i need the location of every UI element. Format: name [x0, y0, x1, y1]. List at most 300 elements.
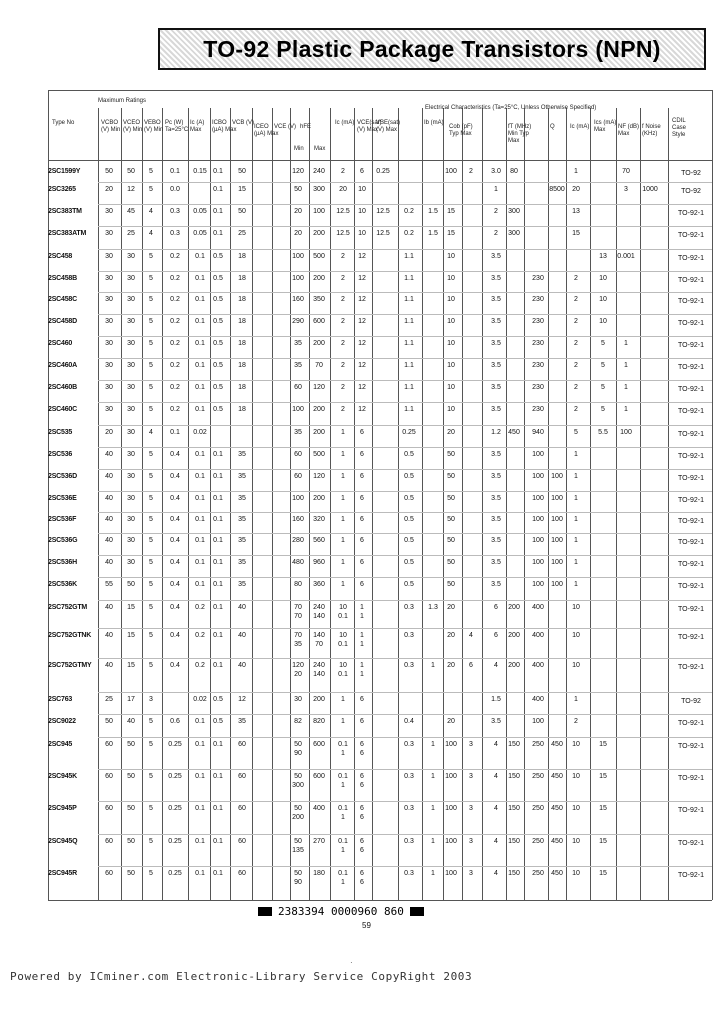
row-value: 100: [532, 537, 544, 544]
row-value: 20: [447, 604, 455, 611]
row-value: 600: [313, 318, 325, 325]
row-type: 2SC763: [48, 696, 73, 703]
row-value: 1: [360, 641, 364, 648]
row-value: 35: [238, 581, 246, 588]
row-value: 450: [508, 429, 520, 436]
row-value: 20: [294, 230, 302, 237]
row-value: 0.1: [213, 741, 223, 748]
row-value: 1: [574, 473, 578, 480]
row-value: 10: [447, 318, 455, 325]
row-value: 3.5: [491, 253, 501, 260]
row-value: 200: [313, 406, 325, 413]
row-type: 2SC536G: [48, 537, 78, 544]
row-value: 0.1: [195, 805, 205, 812]
row-type: 2SC945P: [48, 805, 77, 812]
row-value: 6: [360, 581, 364, 588]
row-value: 6: [360, 537, 364, 544]
row-value: 5: [149, 537, 153, 544]
row-value: 12: [358, 318, 366, 325]
row-value: 0.4: [170, 495, 180, 502]
row-value: 230: [532, 384, 544, 391]
row-value: 3.5: [491, 275, 501, 282]
row-value: 120: [292, 662, 304, 669]
scan-dot: ·: [350, 958, 353, 967]
row-value: 0.1: [213, 604, 223, 611]
row-case-style: TO-92: [681, 170, 701, 177]
row-type: 2SC536D: [48, 473, 77, 480]
row-value: 15: [238, 186, 246, 193]
row-value: 0.1: [213, 870, 223, 877]
row-value: 140: [313, 671, 325, 678]
row-value: 230: [532, 318, 544, 325]
row-value: 300: [508, 208, 520, 215]
row-value: 30: [127, 253, 135, 260]
row-value: 200: [313, 275, 325, 282]
row-value: 100: [313, 208, 325, 215]
row-value: 0.2: [170, 406, 180, 413]
row-value: 100: [551, 537, 563, 544]
row-value: 0.5: [213, 318, 223, 325]
row-value: 30: [105, 340, 113, 347]
row-case-style: TO-92-1: [678, 743, 704, 750]
row-rule: [98, 866, 712, 867]
footer-credit: Powered by ICminer.com Electronic-Library Service CopyRight 2003: [10, 970, 473, 983]
row-value: 6: [360, 741, 364, 748]
row-value: 100: [551, 559, 563, 566]
row-rule: [98, 737, 712, 738]
row-value: 20: [572, 186, 580, 193]
row-value: 0.5: [213, 275, 223, 282]
row-value: 1: [431, 741, 435, 748]
row-value: 2: [574, 340, 578, 347]
row-type: 2SC752GTM: [48, 604, 88, 611]
row-value: 40: [105, 516, 113, 523]
row-rule: [98, 271, 712, 272]
row-value: 30: [127, 318, 135, 325]
row-value: 0.1: [213, 168, 223, 175]
row-type: 2SC460A: [48, 362, 77, 369]
row-value: 5: [149, 718, 153, 725]
row-value: 100: [532, 495, 544, 502]
row-value: 13: [572, 208, 580, 215]
row-value: 0.1: [213, 495, 223, 502]
header-max-ratings: Maximum Ratings: [98, 98, 147, 104]
row-value: 10: [447, 275, 455, 282]
row-value: 0.1: [213, 662, 223, 669]
row-value: 300: [313, 186, 325, 193]
row-value: 0.001: [617, 253, 635, 260]
row-value: 100: [551, 581, 563, 588]
row-value: 6: [360, 168, 364, 175]
row-case-style: TO-92-1: [678, 497, 704, 504]
row-value: 82: [294, 718, 302, 725]
row-value: 0.1: [213, 838, 223, 845]
row-value: 2: [574, 296, 578, 303]
row-value: 6: [360, 782, 364, 789]
row-case-style: TO-92-1: [678, 720, 704, 727]
row-rule: [98, 658, 712, 659]
row-value: 50: [105, 718, 113, 725]
row-value: 1.1: [404, 340, 414, 347]
row-value: 40: [105, 495, 113, 502]
row-value: 600: [313, 773, 325, 780]
row-value: 20: [339, 186, 347, 193]
row-value: 100: [445, 168, 457, 175]
row-case-style: TO-92-1: [678, 583, 704, 590]
row-value: 30: [127, 473, 135, 480]
row-value: 40: [238, 662, 246, 669]
row-value: 0.4: [170, 662, 180, 669]
row-value: 230: [532, 340, 544, 347]
row-value: 60: [105, 773, 113, 780]
row-value: 12: [358, 275, 366, 282]
row-value: 1.1: [404, 406, 414, 413]
row-value: 0.5: [404, 451, 414, 458]
row-value: 1: [624, 340, 628, 347]
row-value: 10: [572, 662, 580, 669]
row-value: 18: [238, 275, 246, 282]
row-value: 35: [238, 495, 246, 502]
row-value: 0.25: [168, 838, 182, 845]
row-value: 1: [574, 495, 578, 502]
row-case-style: TO-92-1: [678, 255, 704, 262]
row-value: 100: [532, 559, 544, 566]
row-value: 5: [601, 406, 605, 413]
row-value: 1: [624, 362, 628, 369]
row-value: 60: [238, 805, 246, 812]
row-value: 35: [294, 641, 302, 648]
row-value: 3.5: [491, 451, 501, 458]
row-value: 15: [127, 662, 135, 669]
row-value: 0.1: [170, 429, 180, 436]
barcode-text: 2383394 0000960 860: [278, 904, 404, 918]
row-value: 10: [447, 362, 455, 369]
row-value: 150: [508, 741, 520, 748]
row-value: 450: [551, 805, 563, 812]
row-case-style: TO-92-1: [678, 364, 704, 371]
row-value: 100: [445, 838, 457, 845]
row-value: 30: [127, 429, 135, 436]
row-value: 0.5: [213, 253, 223, 260]
row-value: 0.1: [195, 870, 205, 877]
row-value: 30: [127, 451, 135, 458]
row-value: 50: [447, 495, 455, 502]
row-value: 40: [105, 632, 113, 639]
row-rule: [98, 600, 712, 601]
row-value: 15: [127, 632, 135, 639]
row-value: 12: [358, 253, 366, 260]
row-value: 350: [313, 296, 325, 303]
row-value: 0.5: [213, 696, 223, 703]
row-rule: [98, 692, 712, 693]
row-value: 5: [149, 275, 153, 282]
row-value: 5: [601, 384, 605, 391]
row-case-style: TO-92-1: [678, 475, 704, 482]
row-value: 3.5: [491, 581, 501, 588]
header-q: Q: [550, 124, 555, 130]
row-value: 1: [494, 186, 498, 193]
row-case-style: TO-92-1: [678, 518, 704, 525]
row-value: 200: [313, 230, 325, 237]
header-vce: VCE (V): [274, 124, 297, 130]
row-value: 160: [292, 516, 304, 523]
row-value: 230: [532, 296, 544, 303]
row-value: 20: [294, 208, 302, 215]
header-pc: Pc (W) Ta=25°C: [165, 120, 189, 133]
row-value: 150: [508, 870, 520, 877]
row-value: 400: [532, 632, 544, 639]
row-value: 1: [431, 773, 435, 780]
row-value: 0.05: [193, 230, 207, 237]
row-type: 2SC458: [48, 253, 73, 260]
row-value: 230: [532, 362, 544, 369]
row-value: 250: [532, 741, 544, 748]
row-type: 2SC536F: [48, 516, 77, 523]
row-value: 2: [341, 168, 345, 175]
row-type: 2SC3265: [48, 186, 76, 193]
row-case-style: TO-92-1: [678, 872, 704, 879]
row-value: 12.5: [336, 208, 350, 215]
row-value: 0.1: [195, 275, 205, 282]
row-value: 820: [313, 718, 325, 725]
row-value: 35: [294, 340, 302, 347]
row-rule: [98, 226, 712, 227]
row-value: 30: [127, 362, 135, 369]
row-value: 400: [313, 805, 325, 812]
row-value: 0.2: [195, 604, 205, 611]
row-value: 400: [532, 604, 544, 611]
row-case-style: TO-92-1: [678, 408, 704, 415]
row-type: 2SC458C: [48, 296, 77, 303]
row-value: 0.5: [213, 406, 223, 413]
row-value: 0.5: [213, 340, 223, 347]
row-value: 25: [127, 230, 135, 237]
row-value: 0.5: [404, 559, 414, 566]
row-value: 560: [313, 537, 325, 544]
row-value: 30: [105, 406, 113, 413]
row-value: 320: [313, 516, 325, 523]
row-value: 10: [599, 318, 607, 325]
row-value: 13: [599, 253, 607, 260]
row-value: 4: [494, 773, 498, 780]
row-value: 5: [149, 838, 153, 845]
row-type: 2SC458B: [48, 275, 77, 282]
row-value: 120: [313, 384, 325, 391]
row-value: 3: [469, 773, 473, 780]
row-value: 50: [447, 516, 455, 523]
page-number: 59: [362, 921, 371, 930]
row-value: 100: [551, 495, 563, 502]
row-value: 240: [313, 168, 325, 175]
row-value: 6: [360, 718, 364, 725]
barcode: [258, 905, 424, 917]
row-value: 100: [292, 253, 304, 260]
row-value: 15: [599, 741, 607, 748]
row-value: 35: [238, 537, 246, 544]
row-value: 5: [601, 340, 605, 347]
row-value: 100: [292, 406, 304, 413]
row-value: 10: [358, 208, 366, 215]
row-value: 2: [341, 340, 345, 347]
row-value: 12.5: [376, 208, 390, 215]
row-value: 0.5: [213, 362, 223, 369]
row-value: 50: [447, 581, 455, 588]
row-value: 45: [127, 208, 135, 215]
row-value: 15: [599, 805, 607, 812]
row-value: 40: [105, 604, 113, 611]
row-value: 5: [149, 773, 153, 780]
row-type: 2SC460B: [48, 384, 77, 391]
row-value: 1: [341, 495, 345, 502]
row-value: 5.5: [598, 429, 608, 436]
row-type: 2SC752GTMY: [48, 662, 92, 669]
row-value: 60: [294, 473, 302, 480]
row-value: 0.2: [170, 296, 180, 303]
row-value: 60: [105, 741, 113, 748]
row-value: 0.5: [404, 495, 414, 502]
row-type: 2SC9022: [48, 718, 76, 725]
row-value: 100: [445, 741, 457, 748]
row-type: 2SC383TM: [48, 208, 82, 215]
row-rule: [98, 577, 712, 578]
row-value: 2: [341, 318, 345, 325]
row-value: 6: [360, 879, 364, 886]
row-value: 30: [127, 406, 135, 413]
row-value: 55: [105, 581, 113, 588]
row-value: 3.5: [491, 406, 501, 413]
row-value: 18: [238, 406, 246, 413]
row-value: 0.02: [193, 696, 207, 703]
row-value: 10: [572, 805, 580, 812]
row-value: 3.5: [491, 718, 501, 725]
header-vce-sat: VCE(sat) (V) Max: [357, 120, 382, 133]
row-value: 50: [294, 186, 302, 193]
row-value: 1: [574, 559, 578, 566]
row-value: 1.1: [404, 275, 414, 282]
row-value: 50: [294, 741, 302, 748]
row-value: 1: [360, 604, 364, 611]
row-value: 6: [360, 838, 364, 845]
row-value: 100: [445, 773, 457, 780]
row-value: 30: [105, 384, 113, 391]
row-value: 0.3: [404, 773, 414, 780]
row-case-style: TO-92-1: [678, 298, 704, 305]
row-value: 15: [447, 208, 455, 215]
row-value: 5: [149, 362, 153, 369]
row-value: 18: [238, 362, 246, 369]
row-value: 0.1: [213, 186, 223, 193]
row-type: 2SC460C: [48, 406, 77, 413]
row-value: 30: [105, 362, 113, 369]
header-vcbo: VCBO (V) Min: [101, 120, 121, 133]
row-value: 50: [447, 473, 455, 480]
row-value: 0.1: [213, 581, 223, 588]
row-rule: [98, 358, 712, 359]
row-value: 5: [149, 451, 153, 458]
row-value: 5: [149, 604, 153, 611]
row-value: 1: [360, 662, 364, 669]
row-value: 12: [358, 384, 366, 391]
row-case-style: TO-92-1: [678, 453, 704, 460]
header-vceo: VCEO (V) Min: [123, 120, 143, 133]
row-value: 10: [572, 838, 580, 845]
row-value: 60: [294, 384, 302, 391]
row-value: 0.3: [404, 662, 414, 669]
row-value: 1: [431, 805, 435, 812]
row-value: 1: [574, 537, 578, 544]
row-value: 30: [105, 208, 113, 215]
row-value: 0.02: [193, 429, 207, 436]
row-value: 5: [149, 495, 153, 502]
row-type: 2SC945: [48, 741, 73, 748]
row-value: 940: [532, 429, 544, 436]
header-ic-ma: Ic (mA): [335, 120, 355, 126]
row-value: 12: [358, 406, 366, 413]
row-type: 2SC383ATM: [48, 230, 87, 237]
row-value: 17: [127, 696, 135, 703]
row-value: 60: [238, 838, 246, 845]
row-case-style: TO-92-1: [678, 210, 704, 217]
row-value: 70: [294, 604, 302, 611]
table-top-rule: [48, 90, 712, 91]
row-value: 0.1: [213, 208, 223, 215]
table-header-rule: [48, 160, 712, 161]
row-value: 70: [294, 632, 302, 639]
row-value: 6: [360, 516, 364, 523]
row-value: 40: [238, 632, 246, 639]
row-value: 1: [341, 429, 345, 436]
row-value: 1: [341, 814, 345, 821]
row-value: 0.1: [338, 671, 348, 678]
row-value: 2: [341, 362, 345, 369]
row-value: 5: [149, 741, 153, 748]
row-rule: [98, 182, 712, 183]
row-case-style: TO-92-1: [678, 606, 704, 613]
row-value: 140: [313, 613, 325, 620]
row-value: 20: [447, 429, 455, 436]
row-value: 0.25: [168, 741, 182, 748]
row-value: 10: [358, 186, 366, 193]
header-ib: Ib (mA): [424, 120, 444, 126]
row-value: 40: [238, 604, 246, 611]
row-value: 12.5: [336, 230, 350, 237]
row-value: 0.3: [170, 208, 180, 215]
row-value: 5: [149, 186, 153, 193]
header-case: CDIL Case Style: [672, 118, 687, 138]
row-value: 5: [149, 559, 153, 566]
row-value: 150: [508, 805, 520, 812]
row-value: 30: [105, 318, 113, 325]
row-value: 5: [149, 168, 153, 175]
row-value: 6: [469, 662, 473, 669]
row-type: 2SC536K: [48, 581, 77, 588]
row-value: 3: [469, 805, 473, 812]
row-value: 40: [105, 451, 113, 458]
row-value: 25: [238, 230, 246, 237]
row-value: 50: [447, 537, 455, 544]
row-value: 10: [572, 632, 580, 639]
row-value: 1.5: [428, 208, 438, 215]
page-title: TO-92 Plastic Package Transistors (NPN): [203, 35, 661, 62]
row-value: 0.25: [168, 870, 182, 877]
header-vbe-sat: VBE(sat) (V) Max: [376, 120, 401, 133]
row-value: 0.6: [170, 718, 180, 725]
row-type: 2SC536H: [48, 559, 77, 566]
row-value: 4: [469, 632, 473, 639]
row-value: 160: [292, 296, 304, 303]
row-value: 35: [238, 559, 246, 566]
row-value: 0.4: [170, 537, 180, 544]
